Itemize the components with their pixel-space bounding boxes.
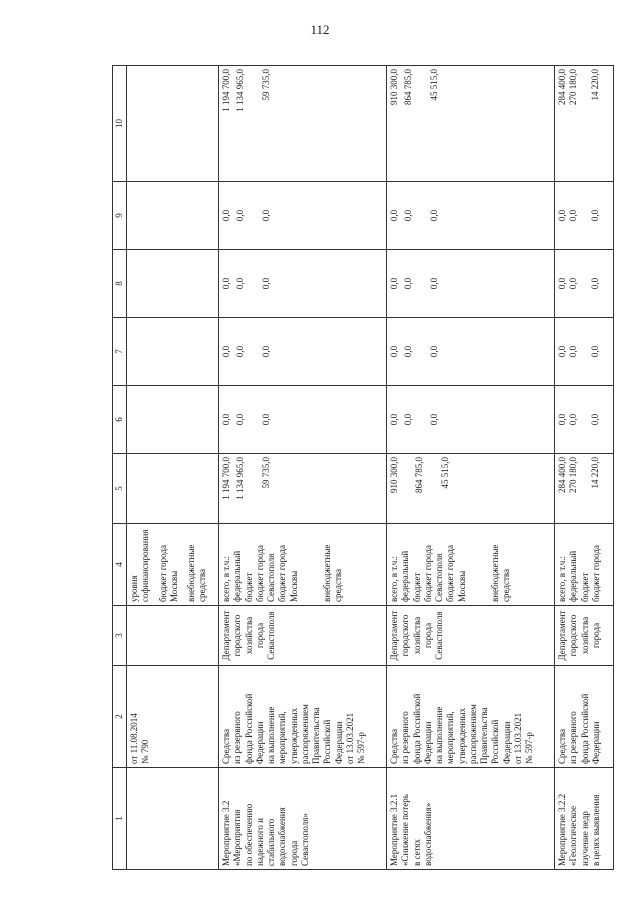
- cell-amount-year: 0,0 0,0 0,0: [219, 386, 387, 454]
- cell-funding-basis: Средства из резервного фонда Российской Федерации на выполнение мероприятий, утвержденных распоряжением Правительства Российской Федерации от 13.03.2021 № 597-р: [219, 666, 387, 768]
- header-cell: 3: [113, 606, 127, 666]
- cell-funding-sources: всего, в т.ч.: федеральный бюджет бюджет города Севастополя бюджет города Москвы внебюджетные средства: [387, 524, 555, 606]
- cell-amount-year: 0,0 0,0 0,0: [555, 386, 614, 454]
- header-cell: 9: [113, 182, 127, 250]
- cell-amount-year: 0,0 0,0 0,0: [387, 250, 555, 318]
- cell-funding-basis: Средства из резервного фонда Российской Федерации: [555, 666, 614, 768]
- cell-empty: [127, 606, 219, 666]
- table-row-measure-3-2-1: [387, 66, 555, 870]
- header-cell: 2: [113, 666, 127, 768]
- header-cell: 10: [113, 66, 127, 182]
- cell-responsible: Департамент городского хозяйства города: [555, 606, 614, 666]
- cell-amount-year: 0,0 0,0 0,0: [387, 318, 555, 386]
- cell-amount-year: 0,0 0,0 0,0: [219, 318, 387, 386]
- cell-document-ref: от 11.08.2014 № 790: [127, 666, 219, 768]
- cell-amount-year: 0,0 0,0 0,0: [555, 318, 614, 386]
- cell-amount-year: 0,0 0,0 0,0: [219, 182, 387, 250]
- cell-funding-sources: всего, в т.ч.: федеральный бюджет бюджет города: [555, 524, 614, 606]
- cell-amount-sum: 284 400,0 270 180,0 14 220,0: [555, 66, 614, 182]
- cell-funding-basis: Средства из резервного фонда Российской Федерации на выполнение мероприятий, утвержденных распоряжением Правительства Российской Федерации от 13.03.2021 № 597-р: [387, 666, 555, 768]
- cell-empty: [127, 768, 219, 870]
- page-number: 112: [310, 22, 330, 37]
- header-cell: 6: [113, 386, 127, 454]
- cell-amount-year: 0,0 0,0 0,0: [555, 182, 614, 250]
- header-row: [113, 66, 127, 870]
- budget-table: [112, 65, 614, 870]
- table-row-continuation: [127, 66, 219, 870]
- cell-amount-sum: 910 300,0 864 785,0 45 515,0: [387, 66, 555, 182]
- header-cell: 7: [113, 318, 127, 386]
- cell-amount-sum: 1 194 700,0 1 134 965,0 59 735,0: [219, 66, 387, 182]
- cell-funding-sources: уровня софинансирования бюджет города Москвы внебюджетные средства: [127, 524, 219, 606]
- cell-amount-year: 0,0 0,0 0,0: [219, 250, 387, 318]
- cell-amount-total: 1 194 700,0 1 134 965,0 59 735,0: [219, 454, 387, 524]
- cell-amount-year: 0,0 0,0 0,0: [387, 182, 555, 250]
- cell-measure-title: Мероприятие 3.2.2 «Геологическое изучение недр в целях выявления: [555, 768, 614, 870]
- header-cell: 4: [113, 524, 127, 606]
- cell-measure-title: Мероприятие 3.2 «Мероприятия по обеспечению надежного и стабильного водоснабжения города Севастополя»: [219, 768, 387, 870]
- cell-amount-total: 910 300,0 864 785,0 45 515,0: [387, 454, 555, 524]
- cell-amount-year: 0,0 0,0 0,0: [387, 386, 555, 454]
- cell-amount-year: 0,0 0,0 0,0: [555, 250, 614, 318]
- cell-responsible: Департамент городского хозяйства города Севастополя: [387, 606, 555, 666]
- header-cell: 8: [113, 250, 127, 318]
- cell-responsible: Департамент городского хозяйства города Севастополя: [219, 606, 387, 666]
- header-cell: 5: [113, 454, 127, 524]
- header-cell: 1: [113, 768, 127, 870]
- rotated-table-container: [112, 66, 612, 870]
- table-row-measure-3-2: [219, 66, 387, 870]
- table-row-measure-3-2-2: [555, 66, 614, 870]
- cell-measure-title: Мероприятие 3.2.1 «Снижение потерь в сетях водоснабжения»: [387, 768, 555, 870]
- cell-amount-total: 284 400,0 270 180,0 14 220,0: [555, 454, 614, 524]
- rotated-page: [112, 66, 612, 870]
- cell-funding-sources: всего, в т.ч.: федеральный бюджет бюджет города Севастополя бюджет города Москвы внебюджетные средства: [219, 524, 387, 606]
